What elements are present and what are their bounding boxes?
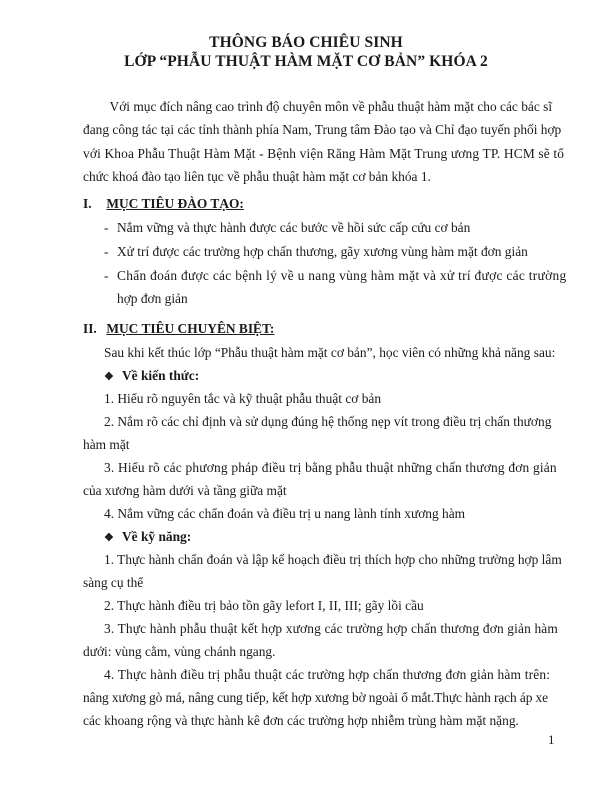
notice-title: THÔNG BÁO CHIÊU SINH xyxy=(209,34,403,51)
skill-item-continuation: nâng xương gò má, nâng cung tiếp, kết hợp xương bờ ngoài ổ mắt.Thực hành rạch áp xe xyxy=(83,690,548,705)
knowledge-item: 4. Nắm vững các chẩn đoán và điều trị u nang lành tính xương hàm xyxy=(104,506,466,521)
section-heading-specific-objectives xyxy=(83,321,274,337)
subheading-knowledge xyxy=(104,368,199,384)
page-number: 1 xyxy=(548,732,555,747)
list-item xyxy=(104,244,528,260)
section-heading-objectives xyxy=(83,196,244,212)
skill-item: 2. Thực hành điều trị bảo tồn gãy lefort I, II, III; gãy lồi cầu xyxy=(104,598,424,613)
course-title: LỚP “PHẪU THUẬT HÀM MẶT CƠ BẢN” KHÓA 2 xyxy=(124,53,488,70)
dash-bullet: - xyxy=(104,244,109,259)
list-item-text: Nắm vững và thực hành được các bước về hồi sức cấp cứu cơ bản xyxy=(117,220,471,235)
list-item-continuation: hợp đơn giản xyxy=(117,291,188,306)
list-item-text: Xử trí được các trường hợp chấn thương, gãy xương vùng hàm mặt đơn giản xyxy=(117,244,528,259)
subheading-text: Về kiến thức: xyxy=(122,368,200,383)
subheading-skills xyxy=(104,529,191,545)
skill-item-continuation: sàng cụ thể xyxy=(83,575,144,590)
subheading-text: Về kỹ năng: xyxy=(122,529,192,544)
list-item xyxy=(104,220,470,236)
intro-line: chức khoá đào tạo liên tục về phẫu thuật hàm mặt cơ bản khóa 1. xyxy=(83,168,431,184)
diamond-bullet-icon: ❖ xyxy=(104,371,114,383)
dash-bullet: - xyxy=(104,268,109,283)
knowledge-item-continuation: của xương hàm dưới và tầng giữa mặt xyxy=(83,483,287,498)
dash-bullet: - xyxy=(104,220,109,235)
section-title: MỤC TIÊU ĐÀO TẠO: xyxy=(106,196,244,211)
knowledge-item: 1. Hiểu rõ nguyên tắc và kỹ thuật phẫu thuật cơ bản xyxy=(104,391,382,406)
intro-line: với Khoa Phẫu Thuật Hàm Mặt - Bệnh viện Răng Hàm Mặt Trung ương TP. HCM sẽ tổ xyxy=(83,145,565,161)
skill-item: 1. Thực hành chẩn đoán và lập kế hoạch điều trị thích hợp cho những trường hợp lâm xyxy=(104,552,562,567)
section-intro: Sau khi kết thúc lớp “Phẫu thuật hàm mặt cơ bản”, học viên có những khả năng sau: xyxy=(104,345,556,360)
section-title: MỤC TIÊU CHUYÊN BIỆT: xyxy=(106,321,275,336)
intro-line: đang công tác tại các tỉnh thành phía Nam, Trung tâm Đào tạo và Chỉ đạo tuyến phối hợp xyxy=(83,122,562,138)
knowledge-item-continuation: hàm mặt xyxy=(83,437,130,452)
skill-item-continuation: dưới: vùng cằm, vùng chánh ngang. xyxy=(83,644,276,659)
list-item xyxy=(104,268,566,284)
skill-item-continuation: các khoang rộng và thực hành kê đơn các trường hợp nhiễm trùng hàm mặt nặng. xyxy=(83,713,519,728)
knowledge-item: 3. Hiểu rõ các phương pháp điều trị bằng phẫu thuật những chấn thương đơn giản xyxy=(104,460,557,475)
knowledge-item: 2. Nắm rõ các chỉ định và sử dụng đúng hệ thống nẹp vít trong điều trị chấn thương xyxy=(104,414,552,429)
diamond-bullet-icon: ❖ xyxy=(104,532,114,544)
skill-item: 3. Thực hành phẫu thuật kết hợp xương các trường hợp chấn thương đơn giản hàm xyxy=(104,621,558,636)
section-number: II. xyxy=(83,321,97,336)
section-number: I. xyxy=(83,196,92,211)
list-item-text: Chẩn đoán được các bệnh lý về u nang vùng hàm mặt và xử trí được các trường xyxy=(117,268,567,283)
skill-item: 4. Thực hành điều trị phẫu thuật các trường hợp chấn thương đơn giản hàm trên: xyxy=(104,667,551,682)
intro-line: Với mục đích nâng cao trình độ chuyên môn về phẫu thuật hàm mặt cho các bác sĩ xyxy=(83,99,553,114)
intro-paragraph xyxy=(83,95,565,188)
